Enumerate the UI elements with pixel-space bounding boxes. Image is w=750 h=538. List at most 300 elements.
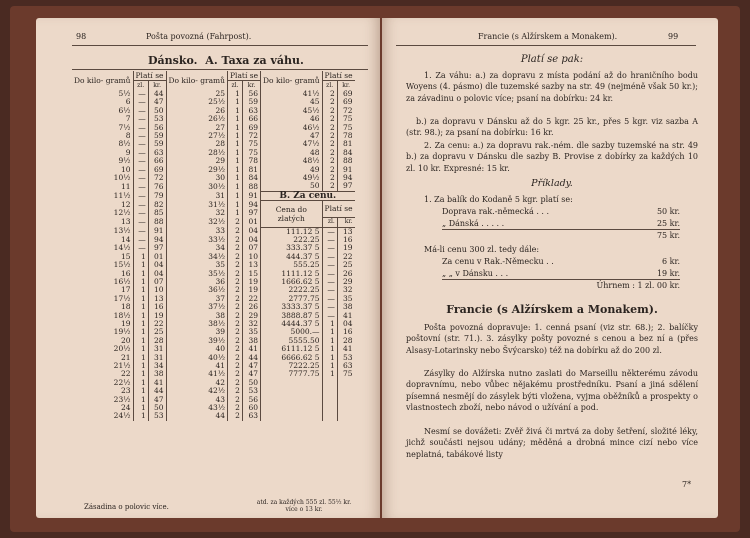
weight-cell: 49½	[261, 174, 323, 182]
kr-cell: 25	[343, 260, 353, 270]
weight-cell: 37½	[166, 303, 228, 311]
value-cell: 5555.50	[261, 337, 323, 345]
zl-cell: 1	[133, 320, 148, 328]
unit-kr: kr.	[337, 218, 354, 227]
kr-cell: 75	[343, 122, 353, 132]
kr-cell: 56	[148, 124, 166, 132]
weight-cell: 16	[72, 270, 133, 278]
weight-cell: 12½	[72, 209, 133, 217]
kr-cell: 32	[242, 320, 260, 328]
weight-cell: 10	[72, 166, 133, 174]
zl-cell: 2	[322, 174, 337, 182]
kr-cell: 22	[343, 251, 353, 261]
zl-cell: —	[133, 132, 148, 140]
kr-cell: 04	[148, 270, 166, 278]
zl-cell: 2	[228, 236, 243, 244]
value-cell: 444.37 5	[261, 253, 323, 261]
calc-label: „ Dánská . . . . .	[442, 218, 505, 228]
zl-cell: —	[322, 303, 337, 311]
kr-cell	[337, 387, 354, 395]
kr-cell: 44	[148, 90, 166, 98]
kr-cell: 16	[343, 234, 353, 244]
running-head-left: Pošta povozná (Fahrpost).	[146, 32, 252, 41]
zl-cell: —	[133, 236, 148, 244]
zl-cell: —	[133, 244, 148, 252]
zl-cell: 1	[133, 278, 148, 286]
kr-cell: 16	[148, 303, 166, 311]
kr-cell: 31	[148, 345, 166, 353]
zl-cell: 2	[322, 115, 337, 123]
weight-cell: 6	[72, 98, 133, 106]
weight-cell: 7½	[72, 124, 133, 132]
zl-cell: 2	[228, 320, 243, 328]
weight-cell: 7	[72, 115, 133, 123]
zl-cell: —	[322, 278, 337, 286]
weight-cell: 47	[261, 132, 323, 140]
kr-cell: 19	[148, 312, 166, 320]
kr-cell: 15	[242, 270, 260, 278]
weight-cell: 45½	[261, 107, 323, 115]
zl-cell: —	[322, 286, 337, 294]
zl-cell: —	[133, 98, 148, 106]
weight-cell: 13½	[72, 227, 133, 236]
zl-cell	[322, 387, 337, 395]
kr-cell: 13	[242, 261, 260, 269]
kr-cell: 75	[343, 114, 353, 124]
zl-cell: 1	[228, 174, 243, 182]
kr-cell: 41	[242, 345, 260, 353]
weight-cell: 31	[166, 191, 228, 200]
weight-cell: 19½	[72, 328, 133, 336]
zl-cell: —	[322, 312, 337, 320]
value-cell	[261, 412, 323, 420]
kr-cell: 88	[242, 182, 260, 191]
weight-cell: 8½	[72, 140, 133, 148]
kr-cell: 44	[242, 354, 260, 362]
kr-cell: 56	[242, 90, 260, 98]
weight-cell: 42	[166, 379, 228, 387]
unit-zl: zl.	[322, 81, 337, 91]
value-cell	[261, 396, 323, 404]
zl-cell: 2	[228, 303, 243, 311]
zl-cell: —	[133, 107, 148, 115]
zl-cell: 2	[228, 387, 243, 395]
zl-cell: —	[133, 90, 148, 98]
kr-cell: 82	[148, 201, 166, 209]
kr-cell: 47	[148, 98, 166, 106]
kr-cell: 76	[148, 182, 166, 191]
weight-cell: 45	[261, 98, 323, 106]
example-2-intro: Má-li cenu 300 zl. tedy dále:	[424, 245, 540, 254]
zl-cell: 1	[228, 124, 243, 132]
zl-cell: 1	[228, 140, 243, 148]
zl-cell: 1	[322, 370, 337, 378]
kr-cell: 19	[343, 243, 353, 253]
zl-cell: —	[322, 236, 337, 244]
weight-cell: 49	[261, 166, 323, 174]
kr-cell	[337, 404, 354, 412]
kr-cell: 69	[242, 124, 260, 132]
zl-cell: 2	[228, 354, 243, 362]
table-title	[148, 54, 304, 67]
zl-cell: 1	[133, 370, 148, 378]
weight-cell: 36	[166, 278, 228, 286]
kr-cell: 85	[148, 209, 166, 217]
unit-zl: zl.	[228, 81, 243, 91]
calc-line	[442, 229, 680, 242]
kr-cell: 75	[242, 149, 260, 157]
kr-cell: 53	[343, 352, 353, 362]
zl-cell: 1	[228, 157, 243, 165]
zl-cell: 1	[133, 286, 148, 294]
weight-cell: 18½	[72, 312, 133, 320]
zl-cell: —	[322, 244, 337, 252]
zl-cell: 1	[133, 303, 148, 311]
kr-cell: 63	[343, 361, 353, 370]
kr-cell: 47	[242, 362, 260, 370]
weight-cell: 36½	[166, 286, 228, 294]
weight-cell: 22	[72, 370, 133, 378]
zl-cell: —	[133, 201, 148, 209]
zl-cell: 1	[228, 191, 243, 200]
weight-cell: 23½	[72, 396, 133, 404]
kr-cell: 63	[242, 107, 260, 115]
zl-cell: 2	[228, 396, 243, 404]
unit-zl: zl.	[133, 81, 148, 91]
calc-amount: 50 kr.	[656, 207, 680, 216]
title-section: A. Taxa za váhu.	[205, 54, 304, 67]
weight-cell: 23	[72, 387, 133, 395]
para-weight-denmark: b.) za dopravu v Dánsku až do 5 kgr. 25 kr., přes 5 kgr. viz sazba A (str. 98.); za psaní na dobírku: 16 kr.	[406, 117, 698, 138]
tax-table-body	[72, 90, 355, 421]
zl-cell: 1	[228, 149, 243, 157]
weight-cell: 12	[72, 201, 133, 209]
zl-cell: 2	[228, 337, 243, 345]
weight-cell: 30	[166, 174, 228, 182]
weight-cell: 31½	[166, 201, 228, 209]
kr-cell: 38	[343, 302, 353, 312]
zl-cell: 1	[133, 404, 148, 412]
kr-cell: 66	[148, 157, 166, 165]
weight-cell: 26½	[166, 115, 228, 123]
title-country: Dánsko.	[148, 54, 198, 67]
example-1-calc	[442, 206, 680, 242]
kr-cell: 66	[242, 115, 260, 123]
zl-cell: —	[133, 227, 148, 236]
zl-cell: 1	[133, 396, 148, 404]
kr-cell: 78	[343, 131, 353, 141]
example-2-calc	[442, 256, 680, 292]
weight-cell: 21½	[72, 362, 133, 370]
weight-cell: 9½	[72, 157, 133, 165]
weight-cell: 24	[72, 404, 133, 412]
calc-amount: 19 kr.	[656, 268, 680, 278]
weight-cell: 24½	[72, 412, 133, 420]
weight-cell: 16½	[72, 278, 133, 286]
zl-cell: —	[133, 218, 148, 227]
kr-cell: 47	[242, 370, 260, 378]
kr-cell: 81	[343, 139, 353, 149]
unit-zl: zl.	[322, 218, 337, 227]
calc-label: Doprava rak.-německá . . .	[442, 207, 550, 216]
zl-cell: —	[322, 261, 337, 269]
weight-cell: 33½	[166, 236, 228, 244]
kr-cell: 53	[148, 115, 166, 123]
para-value: 2. Za cenu: a.) za dopravu rak.-ném. dle sazby tuzemské na str. 49 b.) za dopravu v Dánsku dle sazby B. Provise z dobírky za každých 10 zl. 10 kr. Expresné: 15 kr.	[406, 141, 698, 173]
weight-cell: 28	[166, 140, 228, 148]
signature-mark: 7*	[682, 480, 692, 489]
kr-cell: 72	[148, 174, 166, 182]
kr-cell: 22	[242, 295, 260, 303]
kr-cell: 88	[343, 156, 353, 166]
note-value: atd. za každých 555 zl. 55½ kr. více o 13 kr.	[256, 499, 352, 513]
zl-cell: 2	[322, 140, 337, 148]
kr-cell: 75	[242, 140, 260, 148]
kr-cell: 13	[148, 295, 166, 303]
kr-cell: 53	[148, 412, 166, 420]
unit-kr: kr.	[148, 81, 166, 91]
weight-cell: 14½	[72, 244, 133, 252]
weight-cell: 35	[166, 261, 228, 269]
zl-cell: 1	[133, 312, 148, 320]
kr-cell: 60	[242, 404, 260, 412]
heading-platise: Platí se pak:	[520, 54, 584, 65]
kr-cell: 91	[242, 191, 260, 200]
col-pay-value: Platí se	[324, 203, 353, 213]
zl-cell: 1	[322, 337, 337, 345]
weight-cell: 29	[166, 157, 228, 165]
kr-cell: 91	[343, 164, 353, 174]
zl-cell: 1	[228, 98, 243, 106]
kr-cell: 59	[148, 140, 166, 148]
zl-cell: 2	[228, 295, 243, 303]
zl-cell: 1	[228, 209, 243, 217]
table-top-rule	[72, 69, 368, 70]
weight-cell: 25	[166, 90, 228, 98]
kr-cell: 13	[337, 227, 354, 236]
zl-cell: 1	[133, 345, 148, 353]
weight-cell: 17½	[72, 295, 133, 303]
kr-cell: 59	[148, 132, 166, 140]
weight-cell: 32	[166, 209, 228, 217]
weight-cell: 43	[166, 396, 228, 404]
calc-amount: 75 kr.	[656, 231, 680, 240]
zl-cell: 2	[228, 404, 243, 412]
kr-cell: 59	[242, 98, 260, 106]
zl-cell: 1	[228, 90, 243, 98]
kr-cell	[337, 412, 354, 420]
weight-cell: 43½	[166, 404, 228, 412]
calc-label: Za cenu v Rak.-Německu . .	[442, 257, 554, 266]
value-cell: 5000.—	[261, 328, 323, 336]
weight-cell: 34	[166, 244, 228, 252]
kr-cell: 10	[242, 253, 260, 261]
zl-cell: —	[133, 124, 148, 132]
col-pay-2: Platí se	[228, 71, 261, 81]
zl-cell: 1	[133, 354, 148, 362]
zl-cell: 2	[322, 98, 337, 106]
right-page	[382, 18, 718, 518]
col-weight-2: Do kilo- gramů	[166, 71, 228, 90]
zl-cell: —	[133, 149, 148, 157]
weight-cell: 11½	[72, 191, 133, 200]
kr-cell: 38	[148, 370, 166, 378]
kr-cell: 41	[343, 310, 353, 320]
zl-cell: —	[133, 115, 148, 123]
kr-cell: 63	[148, 149, 166, 157]
kr-cell: 72	[343, 105, 353, 115]
weight-cell: 39½	[166, 337, 228, 345]
value-cell	[261, 404, 323, 412]
weight-cell: 42½	[166, 387, 228, 395]
value-cell	[261, 387, 323, 395]
kr-cell: 47	[148, 396, 166, 404]
zl-cell: 1	[322, 362, 337, 370]
weight-cell: 14	[72, 236, 133, 244]
zl-cell: 2	[228, 362, 243, 370]
zl-cell: 2	[228, 370, 243, 378]
calc-label: „ „ v Dánsku . . .	[442, 268, 509, 278]
weight-cell: 28½	[166, 149, 228, 157]
zl-cell: 1	[228, 166, 243, 174]
weight-cell: 35½	[166, 270, 228, 278]
zl-cell: 2	[228, 253, 243, 261]
calc-line	[442, 279, 680, 292]
value-cell: 222.25	[261, 236, 323, 244]
kr-cell: 25	[148, 328, 166, 336]
weight-cell: 17	[72, 286, 133, 294]
kr-cell: 94	[242, 201, 260, 209]
kr-cell: 34	[148, 362, 166, 370]
kr-cell: 04	[242, 227, 260, 236]
kr-cell: 84	[343, 147, 353, 157]
weight-cell: 21	[72, 354, 133, 362]
weight-cell: 38	[166, 312, 228, 320]
zl-cell: —	[133, 166, 148, 174]
zl-cell: —	[133, 191, 148, 200]
weight-cell: 29½	[166, 166, 228, 174]
weight-cell: 33	[166, 227, 228, 236]
kr-cell: 28	[343, 335, 353, 345]
zl-cell: 1	[322, 354, 337, 362]
kr-cell: 50	[242, 379, 260, 387]
weight-cell: 30½	[166, 182, 228, 191]
kr-cell: 78	[242, 157, 260, 165]
example-1-intro: 1. Za balík do Kodaně 5 kgr. platí se:	[424, 195, 573, 204]
zl-cell: 2	[228, 412, 243, 420]
kr-cell: 29	[242, 312, 260, 320]
kr-cell: 32	[343, 285, 353, 295]
zl-cell: 2	[228, 286, 243, 294]
weight-cell: 27½	[166, 132, 228, 140]
zl-cell: 2	[322, 90, 337, 98]
kr-cell: 35	[343, 293, 353, 303]
zl-cell: —	[322, 295, 337, 303]
weight-cell: 41	[166, 362, 228, 370]
kr-cell: 50	[148, 404, 166, 412]
calc-amount: 6 kr.	[662, 257, 680, 266]
para-prohibited: Nesmí se dovážeti: Zvěř živá či mrtvá za doby šetření, složité léky, jichž součásti nejsou udány; měděná a drobná mince cizí nebo více neplatná, tabákové listy	[406, 427, 698, 459]
zl-cell: 2	[322, 124, 337, 132]
zl-cell: 1	[133, 337, 148, 345]
zl-cell	[322, 379, 337, 387]
zl-cell: 1	[322, 345, 337, 353]
value-cell: 6111.12 5	[261, 345, 323, 353]
zl-cell: 1	[133, 295, 148, 303]
kr-cell: 04	[242, 236, 260, 244]
kr-cell: 38	[242, 337, 260, 345]
zl-cell: 1	[322, 320, 337, 328]
weight-cell: 47½	[261, 140, 323, 148]
zl-cell: 2	[322, 182, 337, 191]
weight-cell: 34½	[166, 253, 228, 261]
zl-cell: 1	[133, 270, 148, 278]
weight-cell: 50	[261, 182, 323, 191]
kr-cell: 16	[343, 327, 353, 337]
weight-cell: 40	[166, 345, 228, 353]
value-cell: 6666.62 5	[261, 354, 323, 362]
zl-cell: 2	[228, 312, 243, 320]
kr-cell: 79	[148, 191, 166, 200]
kr-cell: 63	[242, 412, 260, 420]
weight-cell: 27	[166, 124, 228, 132]
col-pay-1: Platí se	[133, 71, 166, 81]
zl-cell: —	[322, 270, 337, 278]
kr-cell: 04	[343, 318, 353, 328]
kr-cell: 50	[148, 107, 166, 115]
weight-cell: 41½	[261, 90, 323, 98]
zl-cell: 2	[228, 270, 243, 278]
weight-cell: 6½	[72, 107, 133, 115]
page-number-left: 98	[76, 32, 87, 41]
kr-cell: 26	[242, 303, 260, 311]
zl-cell: 2	[228, 379, 243, 387]
weight-cell: 25½	[166, 98, 228, 106]
zl-cell: —	[133, 174, 148, 182]
zl-cell: 1	[133, 362, 148, 370]
kr-cell: 01	[148, 253, 166, 261]
kr-cell: 35	[242, 328, 260, 336]
kr-cell: 26	[343, 268, 353, 278]
value-cell: 3333.37 5	[261, 303, 323, 311]
zl-cell: 1	[228, 182, 243, 191]
zl-cell: —	[133, 140, 148, 148]
zl-cell	[322, 412, 337, 420]
kr-cell: 88	[148, 218, 166, 227]
para-france-services: Pošta povozná dopravuje: 1. cenná psaní (viz str. 68.); 2. balíčky poštovní (str. 71.). 3. zásylky pošty povozné s cenou a bez ní a (přes Alsasy-Lotarinsky nebo Švýcarsko) též na dobírku až do 200 zl.	[406, 323, 698, 355]
calc-amount: 25 kr.	[656, 218, 680, 228]
unit-kr: kr.	[242, 81, 260, 91]
kr-cell: 22	[148, 320, 166, 328]
col-value: Cena do zlatých	[261, 201, 323, 227]
weight-cell: 15½	[72, 261, 133, 269]
kr-cell: 81	[242, 166, 260, 174]
zl-cell: 1	[133, 328, 148, 336]
weight-cell: 19	[72, 320, 133, 328]
weight-cell: 15	[72, 253, 133, 261]
weight-cell: 26	[166, 107, 228, 115]
kr-cell: 97	[242, 209, 260, 217]
zl-cell: 2	[228, 261, 243, 269]
value-cell	[261, 379, 323, 387]
weight-cell: 10½	[72, 174, 133, 182]
weight-cell: 9	[72, 149, 133, 157]
kr-cell: 44	[148, 387, 166, 395]
value-cell: 1666.62 5	[261, 278, 323, 286]
weight-cell: 20½	[72, 345, 133, 353]
kr-cell: 29	[343, 276, 353, 286]
weight-cell: 40½	[166, 354, 228, 362]
